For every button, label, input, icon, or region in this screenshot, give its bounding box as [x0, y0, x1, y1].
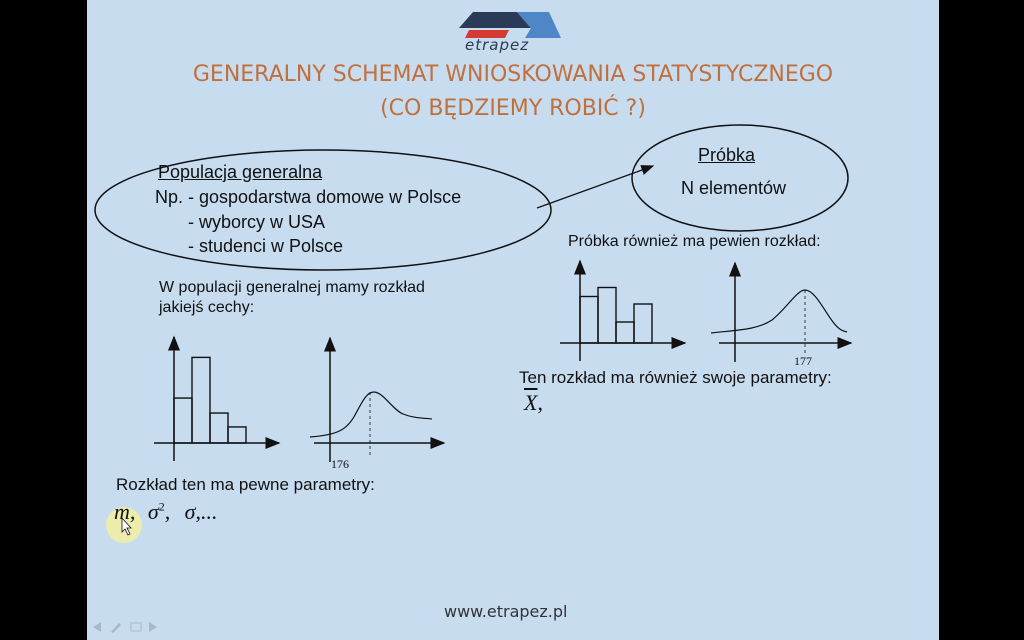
population-example-1: Np. - gospodarstwa domowe w Polsce — [155, 187, 462, 207]
sample-histogram-bar — [580, 297, 598, 344]
param-x-bar: $\overline{X}$ — [524, 390, 538, 415]
prev-slide-icon — [93, 622, 101, 632]
population-density-chart — [310, 338, 444, 462]
slide — [87, 0, 939, 640]
slide-title-line2: (CO BĘDZIEMY ROBIĆ ?) — [380, 96, 646, 121]
population-density-curve — [310, 392, 432, 437]
population-example-2: - wyborcy w USA — [188, 212, 326, 232]
population-distribution-text-1: W populacji generalnej mamy rozkład — [159, 279, 425, 296]
sample-histogram-bar — [616, 322, 634, 343]
next-slide-icon — [149, 622, 157, 632]
population-histogram-bar — [192, 357, 210, 443]
sample-density-curve — [711, 290, 847, 333]
sampling-arrow — [537, 166, 653, 208]
slideshow-controls[interactable] — [91, 620, 161, 634]
population-heading: Populacja generalna — [158, 162, 323, 182]
sample-distribution-text: Próbka również ma pewien rozkład: — [568, 233, 821, 250]
population-histogram-bar — [228, 427, 246, 443]
pen-icon — [111, 623, 121, 633]
sample-heading: Próbka — [698, 145, 756, 165]
menu-icon — [131, 623, 141, 631]
population-histogram — [154, 337, 279, 461]
population-mean-label: 176 — [331, 457, 349, 471]
sample-histogram — [560, 261, 685, 361]
param-sigma: σ,... — [184, 499, 218, 524]
sample-histogram-bar — [634, 304, 652, 343]
param-m: m, — [114, 499, 136, 524]
population-distribution-text-2: jakiejś cechy: — [159, 299, 255, 316]
population-histogram-bar — [174, 398, 192, 443]
sample-histogram-bar — [598, 288, 616, 344]
population-example-3: - studenci w Polsce — [188, 236, 344, 256]
population-params-label: Rozkład ten ma pewne parametry: — [116, 475, 375, 494]
sample-mean-label: 177 — [794, 354, 812, 368]
footer-url[interactable]: www.etrapez.pl — [444, 602, 568, 621]
slide-title-line1: GENERALNY SCHEMAT WNIOSKOWANIA STATYSTYCZNEGO — [192, 62, 834, 87]
param-sigma-squared: $\sigma^2$, — [147, 499, 171, 524]
sample-subtitle: N elementów — [681, 178, 787, 198]
population-params-formula — [114, 499, 218, 525]
population-histogram-bar — [210, 413, 228, 443]
diagram-svg — [87, 0, 939, 640]
sample-params-label: Ten rozkład ma również swoje parametry: — [519, 368, 832, 387]
logo-text: etrapez — [465, 36, 530, 54]
sample-params-formula: $\overline{X}$, — [524, 390, 543, 415]
sample-density-chart — [711, 263, 851, 362]
